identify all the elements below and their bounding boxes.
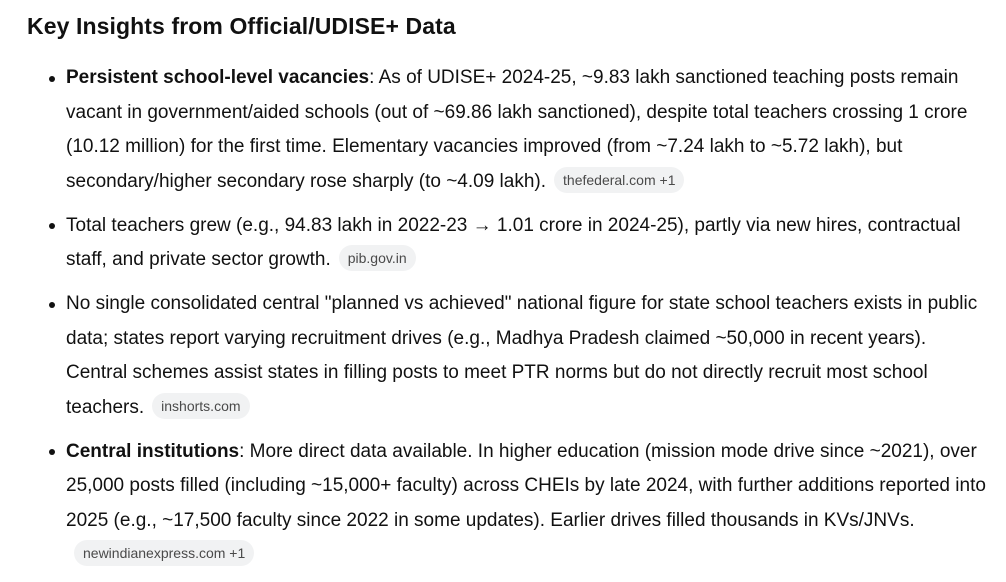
item-bold-label: Central institutions [66,440,240,462]
list-item [27,435,992,573]
item-bold-label: Persistent school-level vacancies [66,67,370,88]
source-chip[interactable]: newindianexpress.com +1 [74,540,254,566]
item-text: Total teachers grew (e.g., 94.83 lakh in 2022-23 → 1.01 crore in 2024-25), partly via new hires, contractual staff, and private sector growth. [66,214,961,270]
item-text: No single consolidated central "planned vs achieved" national figure for state school teachers exists in public data; states report varying recruitment drives (e.g., Madhya Pradesh claimed ~50,000 in recent years). Central schemes assist states in filling posts to meet PTR norms but do not directly recruit most school teachers. [66,293,978,418]
source-chip[interactable]: thefederal.com +1 [554,167,684,193]
section-heading: Key Insights from Official/UDISE+ Data [27,13,456,39]
item-text: : As of UDISE+ 2024-25, ~9.83 lakh sanctioned teaching posts remain vacant in government/aided schools (out of ~69.86 lakh sanctioned), despite total teachers crossing 1 crore (10.12 million) for the first time. Elementary vacancies improved (from ~7.24 lakh to ~5.72 lakh), but secondary/higher secondary rose sharply (to ~4.09 lakh). [66,67,968,192]
list-item [27,209,992,278]
item-text: : More direct data available. In higher education (mission mode drive since ~2021), over 25,000 posts filled (including ~15,000+ faculty) across CHEIs by late 2024, with further additions reported into 2025 (e.g., ~17,500 faculty since 2022 in some updates). Earlier drives filled thousands in KVs/JNVs. [66,440,986,531]
insights-list [27,61,992,573]
source-chip[interactable]: inshorts.com [152,393,249,419]
list-item [27,61,992,199]
source-chip[interactable]: pib.gov.in [339,245,416,271]
list-item [27,287,992,425]
insights-section [27,0,992,582]
